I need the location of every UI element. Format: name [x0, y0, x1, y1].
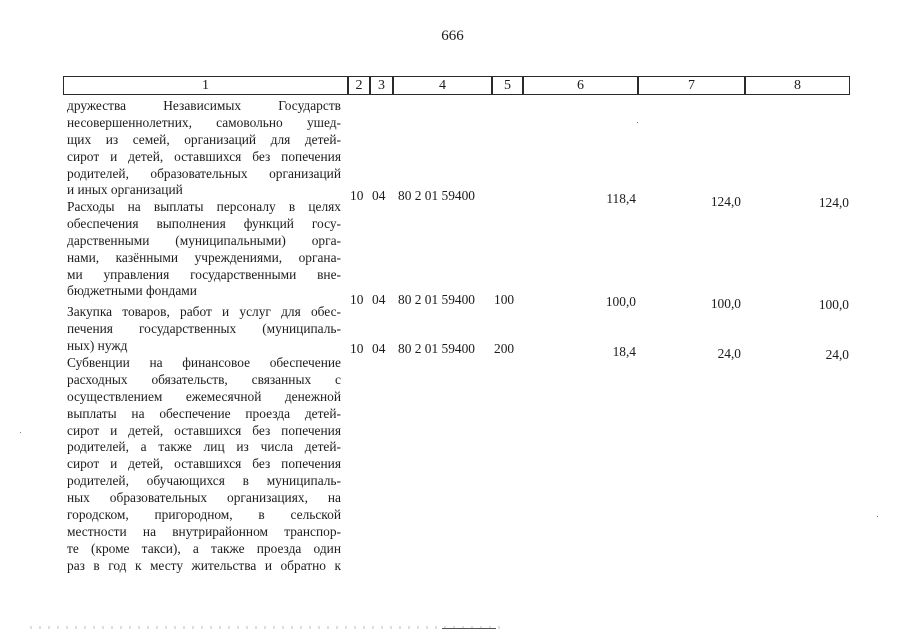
description-line: родителей, образовательных организаций	[67, 165, 341, 181]
description-line: ных образовательных организациях, на	[67, 490, 341, 506]
description-line: щих из семей, организаций для детей-	[67, 131, 341, 147]
description-line: родителей, обучающихся в муниципаль-	[67, 473, 341, 489]
scan-speck	[637, 122, 638, 123]
description-line: печения государственных (муниципаль-	[67, 320, 341, 336]
row-expense-type: 100	[494, 292, 515, 307]
description-line: несовершеннолетних, самовольно ушед-	[67, 114, 341, 130]
description-line: обеспечения выполнения функций госу-	[67, 215, 341, 231]
table-row-description	[67, 199, 341, 300]
row-target: 80 2 01 59400	[398, 292, 475, 307]
footer-rule	[442, 628, 496, 629]
row-value-7: 24,0	[717, 346, 741, 361]
description-line: Субвенции на финансовое обеспечение	[67, 355, 341, 370]
description-line: ных) нужд	[67, 337, 128, 353]
col-header-2: 2	[348, 76, 370, 95]
description-line: и иных организаций	[67, 182, 183, 198]
row-subsection: 04	[372, 292, 386, 307]
description-line: сирот и детей, оставшихся без попечения	[67, 148, 341, 164]
table-row-description	[67, 98, 341, 199]
scan-speck	[20, 432, 21, 433]
row-value-6: 18,4	[612, 344, 636, 359]
col-header-5: 5	[492, 76, 523, 95]
row-section: 10	[350, 292, 364, 307]
row-expense-type: 200	[494, 341, 515, 356]
row-value-8: 100,0	[818, 297, 849, 312]
row-target: 80 2 01 59400	[398, 188, 475, 203]
row-value-8: 124,0	[818, 195, 849, 210]
row-value-8: 24,0	[825, 347, 849, 362]
description-line: сирот и детей, оставшихся без попечения	[67, 422, 341, 438]
row-value-6: 118,4	[606, 191, 636, 206]
description-line: бюджетными фондами	[67, 283, 197, 299]
description-line: расходных обязательств, связанных с	[67, 371, 341, 387]
description-line: дружества Независимых Государств	[67, 98, 341, 113]
row-target: 80 2 01 59400	[398, 341, 475, 356]
description-line: Расходы на выплаты персоналу в целях	[67, 199, 341, 214]
description-line: местности на внутрирайонном транспор-	[67, 523, 341, 539]
row-subsection: 04	[372, 188, 386, 203]
description-line: выплаты на обеспечение проезда детей-	[67, 405, 341, 421]
row-value-7: 124,0	[710, 194, 741, 209]
table-row-description	[67, 355, 341, 575]
description-line: Закупка товаров, работ и услуг для обес-	[67, 304, 341, 319]
col-header-6: 6	[523, 76, 638, 95]
description-line: дарственными (муниципальными) орга-	[67, 232, 341, 248]
description-line: осуществлением ежемесячной денежной	[67, 388, 341, 404]
scan-speck	[877, 516, 878, 517]
row-section: 10	[350, 188, 364, 203]
row-subsection: 04	[372, 341, 386, 356]
table-row-description	[67, 304, 341, 355]
col-header-3: 3	[370, 76, 393, 95]
page-number: 666	[441, 28, 464, 44]
description-line: родителей, а также лиц из числа детей-	[67, 439, 341, 455]
row-section: 10	[350, 341, 364, 356]
col-header-1: 1	[63, 76, 348, 95]
row-value-7: 100,0	[710, 296, 741, 311]
row-value-6: 100,0	[605, 294, 636, 309]
col-header-7: 7	[638, 76, 745, 95]
description-line: раз в год к месту жительства и обратно к	[67, 557, 341, 573]
description-line: городском, пригородном, в сельской	[67, 507, 341, 523]
description-line: нами, казёнными учреждениями, органа-	[67, 249, 341, 265]
col-header-4: 4	[393, 76, 492, 95]
description-line: сирот и детей, оставшихся без попечения	[67, 456, 341, 472]
col-header-8: 8	[745, 76, 850, 95]
description-line: ми управления государственными вне-	[67, 266, 341, 282]
scan-artifact	[30, 626, 500, 629]
description-line: те (кроме такси), а также проезда один	[67, 540, 341, 556]
